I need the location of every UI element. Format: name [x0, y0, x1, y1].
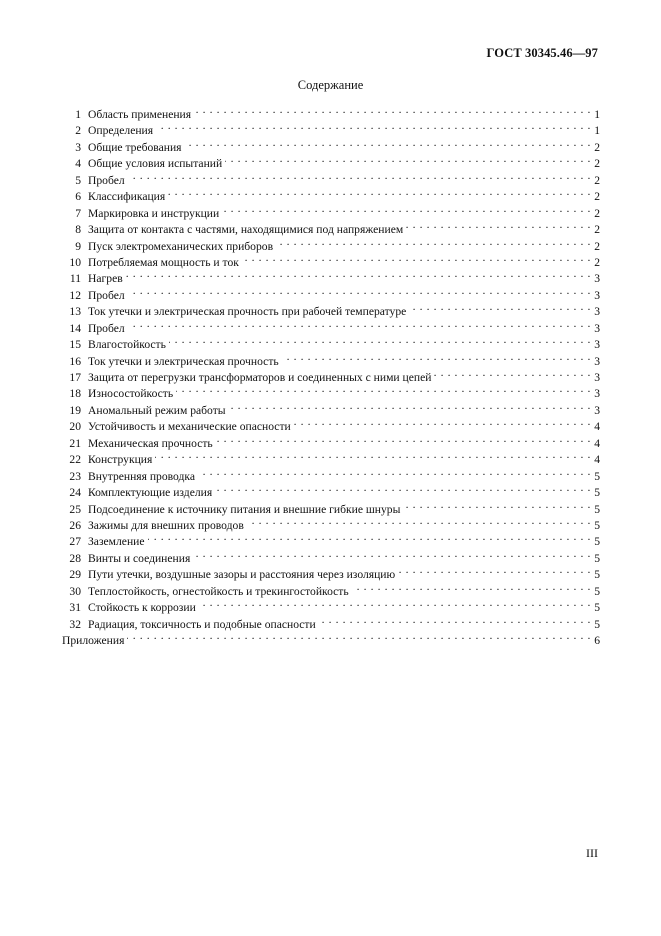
dot-leader — [229, 398, 591, 414]
toc-entry-number: 15 — [69, 338, 81, 352]
toc-entry-page: 5 — [594, 584, 600, 598]
toc-entry-number: 29 — [69, 568, 81, 582]
toc-entry — [62, 332, 600, 352]
toc-entry-label: Устойчивость и механические опасности — [88, 420, 291, 434]
dot-leader — [276, 234, 591, 250]
dot-leader — [127, 628, 591, 644]
dot-leader — [128, 168, 591, 184]
dot-leader — [193, 546, 591, 562]
toc-entry-page: 2 — [594, 206, 600, 220]
toc-entry-number: 3 — [75, 140, 81, 154]
toc-entry-number: 9 — [75, 239, 81, 253]
toc-entry-label: Ток утечки и электрическая прочность при рабочей температуре — [88, 305, 407, 319]
toc-entry — [62, 266, 600, 286]
toc-entry-page: 2 — [594, 223, 600, 237]
dot-leader — [126, 266, 591, 282]
toc-entry-number: 26 — [69, 518, 81, 532]
toc-entry-page: 2 — [594, 239, 600, 253]
toc-entry-page: 5 — [594, 535, 600, 549]
toc-entry — [62, 168, 600, 187]
toc-entry-label: Защита от контакта с частями, находящимися под напряжением — [88, 223, 404, 237]
toc-entry-number: 4 — [75, 157, 81, 171]
dot-leader — [128, 283, 591, 299]
toc-entry-label: Комплектующие изделия — [88, 486, 213, 500]
table-of-contents — [62, 102, 600, 647]
toc-entry-label: Пробел — [88, 288, 125, 302]
toc-entry-number: 13 — [69, 305, 81, 319]
toc-entry-page: 6 — [594, 634, 600, 647]
dot-leader — [156, 118, 591, 134]
dot-leader — [398, 562, 591, 578]
toc-entry-label: Внутренняя проводка — [88, 469, 196, 483]
toc-entry-label: Влагостойкость — [88, 338, 166, 352]
dot-leader — [282, 349, 591, 365]
toc-entry-number: 24 — [69, 486, 81, 500]
toc-entry-number: 8 — [75, 223, 81, 237]
toc-entry-page: 5 — [594, 551, 600, 565]
toc-entry-label: Пробел — [88, 173, 125, 187]
toc-entry-page: 5 — [594, 568, 600, 582]
page-title: Содержание — [297, 78, 364, 92]
toc-entry-label: Определения — [88, 124, 154, 138]
toc-entry-page: 3 — [594, 387, 600, 401]
toc-entry-label: Маркировка и инструкции — [88, 206, 220, 220]
toc-entry-label: Механическая прочность — [88, 436, 213, 450]
toc-entry-page: 5 — [594, 518, 600, 532]
toc-entry-number: 7 — [75, 206, 81, 220]
toc-entry-label: Подсоединение к источнику питания и внешние гибкие шнуры — [88, 502, 401, 516]
toc-entry-label: Область применения — [88, 108, 192, 121]
toc-entry-label: Нагрев — [88, 272, 123, 286]
dot-leader — [434, 365, 591, 381]
toc-entry-page: 5 — [594, 617, 600, 631]
dot-leader — [155, 447, 591, 463]
toc-entry-number: 27 — [69, 535, 81, 549]
toc-entry-page: 5 — [594, 502, 600, 516]
toc-entry-page: 3 — [594, 338, 600, 352]
toc-entry-label: Пробел — [88, 321, 125, 335]
toc-entry-label: Пуск электромеханических приборов — [88, 239, 274, 253]
dot-leader — [225, 151, 591, 167]
toc-entry-number: 22 — [69, 453, 81, 467]
toc-entry-number: 19 — [69, 403, 81, 417]
toc-entry-page: 2 — [594, 157, 600, 171]
toc-entry-page: 2 — [594, 190, 600, 204]
toc-entry-page: 1 — [594, 124, 600, 138]
toc-entry — [62, 299, 600, 319]
toc-entry-label: Ток утечки и электрическая прочность — [88, 354, 279, 368]
toc-entry — [62, 283, 600, 302]
toc-entry-label: Износостойкость — [88, 387, 174, 401]
toc-entry-label: Пути утечки, воздушные зазоры и расстояния через изоляцию — [88, 568, 396, 582]
dot-leader — [215, 480, 591, 496]
toc-entry-page: 4 — [594, 453, 600, 467]
dot-leader — [294, 414, 591, 430]
toc-entry-page: 1 — [594, 108, 600, 121]
toc-entry-page: 3 — [594, 305, 600, 319]
toc-entry-number: 18 — [69, 387, 81, 401]
dot-leader — [169, 332, 591, 348]
toc-entry-number: 32 — [69, 617, 81, 631]
toc-entry-label: Зажимы для внешних проводов — [88, 518, 244, 532]
toc-entry-number: 28 — [69, 551, 81, 565]
dot-leader — [176, 381, 591, 397]
dot-leader — [194, 102, 591, 118]
dot-leader — [128, 316, 591, 332]
toc-entry-number: 21 — [69, 436, 81, 450]
toc-entry-number: 6 — [75, 190, 81, 204]
toc-entry-number: 2 — [75, 124, 81, 138]
toc-entry-label: Приложения — [62, 634, 125, 647]
toc-entry-label: Заземление — [88, 535, 145, 549]
toc-entry-number: 12 — [69, 288, 81, 302]
toc-entry-label: Винты и соединения — [88, 551, 191, 565]
toc-entry-number: 11 — [69, 272, 81, 286]
toc-entry-number: 5 — [75, 173, 81, 187]
dot-leader — [168, 184, 591, 200]
toc-entry-label: Аномальный режим работы — [88, 403, 226, 417]
toc-entry — [62, 184, 600, 204]
dot-leader — [403, 497, 591, 513]
toc-entry-label: Радиация, токсичность и подобные опасности — [88, 617, 316, 631]
toc-entry-label: Защита от перегрузки трансформаторов и соединенных с ними цепей — [88, 371, 432, 384]
dot-leader — [242, 250, 591, 266]
toc-entry-page: 3 — [594, 371, 600, 384]
dot-leader — [185, 135, 591, 151]
toc-entry-label: Конструкция — [88, 453, 153, 467]
toc-entry-number: 23 — [69, 469, 81, 483]
toc-entry-label: Общие требования — [88, 140, 182, 154]
toc-entry-number: 10 — [69, 255, 81, 269]
toc-entry-page: 5 — [594, 601, 600, 615]
toc-entry-page: 4 — [594, 436, 600, 450]
toc-entry-number: 25 — [69, 502, 81, 516]
dot-leader — [409, 299, 591, 315]
toc-entry-number: 30 — [69, 584, 81, 598]
toc-entry-number: 17 — [69, 371, 81, 384]
toc-entry-page: 3 — [594, 321, 600, 335]
toc-entry — [62, 628, 600, 647]
toc-entry-page: 4 — [594, 420, 600, 434]
toc-entry-page: 2 — [594, 173, 600, 187]
toc-entry-number: 31 — [69, 601, 81, 615]
page-number: III — [586, 846, 598, 860]
toc-entry-page: 3 — [594, 288, 600, 302]
dot-leader — [216, 431, 591, 447]
document-code: ГОСТ 30345.46—97 — [486, 46, 598, 60]
dot-leader — [222, 201, 591, 217]
toc-entry-page: 3 — [594, 403, 600, 417]
toc-entry-label: Общие условия испытаний — [88, 157, 223, 171]
toc-entry-page: 5 — [594, 469, 600, 483]
toc-entry-page: 5 — [594, 486, 600, 500]
toc-entry-label: Теплостойкость, огнестойкость и трекингостойкость — [88, 584, 349, 598]
dot-leader — [319, 612, 591, 628]
toc-entry — [62, 316, 600, 335]
toc-entry-label: Стойкость к коррозии — [88, 601, 196, 615]
dot-leader — [199, 595, 591, 611]
toc-entry-number: 20 — [69, 420, 81, 434]
toc-entry-page: 2 — [594, 140, 600, 154]
toc-entry-page: 2 — [594, 255, 600, 269]
dot-leader — [198, 464, 591, 480]
toc-entry-number: 16 — [69, 354, 81, 368]
toc-entry-page: 3 — [594, 272, 600, 286]
toc-entry-number: 14 — [69, 321, 81, 335]
toc-entry-label: Классификация — [88, 190, 166, 204]
toc-entry — [62, 102, 600, 121]
dot-leader — [406, 217, 591, 233]
dot-leader — [247, 513, 591, 529]
toc-entry-number: 1 — [75, 108, 81, 121]
toc-entry-label: Потребляемая мощность и ток — [88, 255, 239, 269]
dot-leader — [148, 529, 591, 545]
toc-entry-page: 3 — [594, 354, 600, 368]
dot-leader — [352, 579, 591, 595]
